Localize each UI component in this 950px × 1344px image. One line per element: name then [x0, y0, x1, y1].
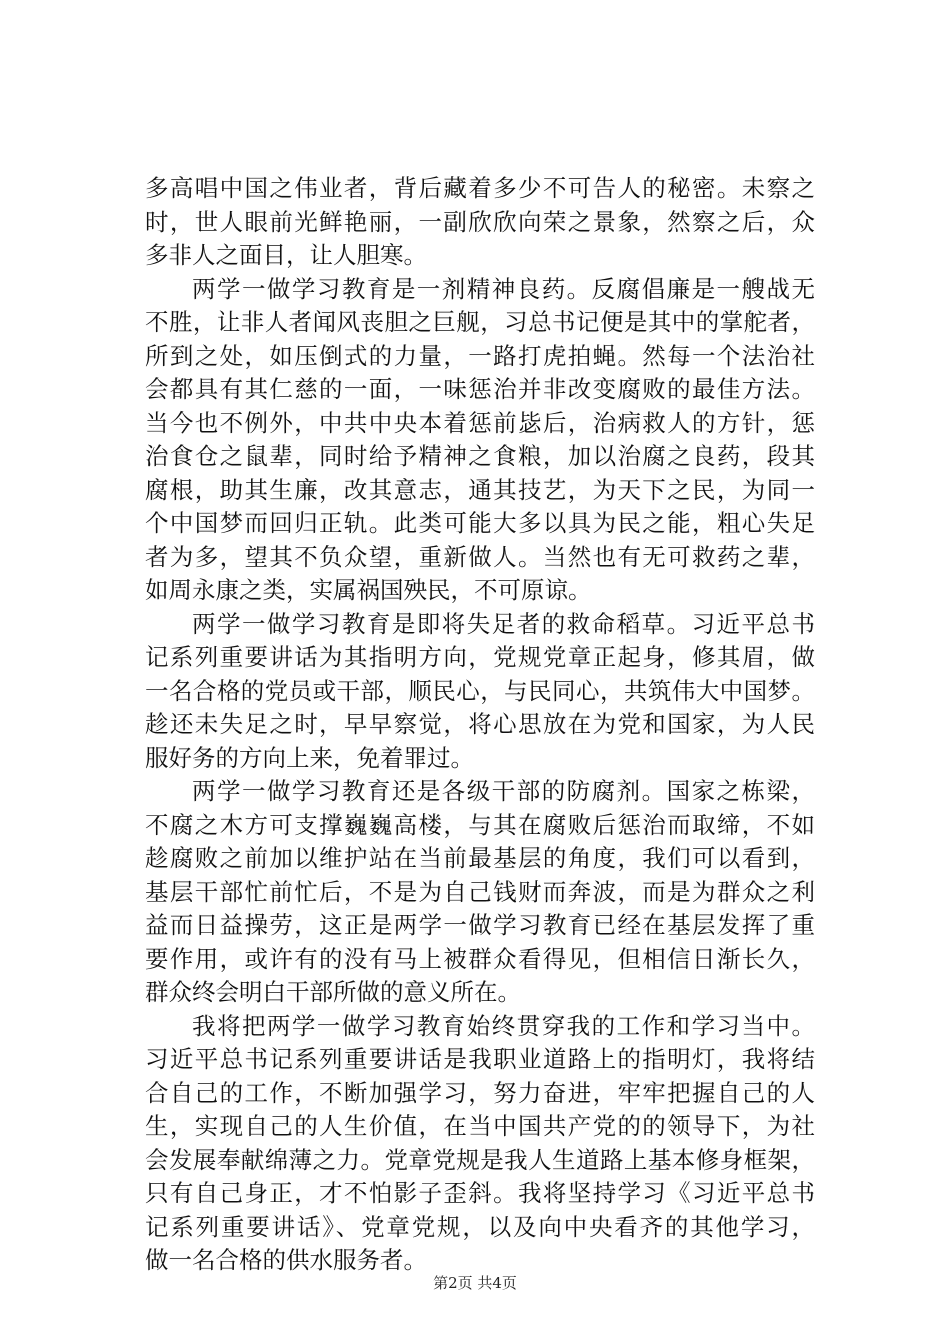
text-line: 多高唱中国之伟业者，背后藏着多少不可告人的秘密。未察之	[145, 174, 815, 202]
page-footer: 第2页 共4页	[433, 1274, 517, 1292]
paragraph	[145, 172, 815, 273]
text-line: 记系列重要讲话为其指明方向，党规党章正起身，修其眉，做	[145, 643, 815, 671]
text-line: 服好务的方向上来，免着罪过。	[145, 743, 474, 772]
text-line: 治食仓之鼠辈，同时给予精神之食粮，加以治腐之良药，段其	[145, 442, 815, 470]
text-line: 趁还未失足之时，早早察觉，将心思放在为党和国家，为人民	[145, 710, 815, 738]
paragraph	[145, 775, 815, 1010]
paragraph	[145, 608, 815, 776]
text-line: 不腐之木方可支撑巍巍高楼，与其在腐败后惩治而取缔，不如	[145, 810, 815, 839]
text-line: 不胜，让非人者闻风丧胆之巨舰，习总书记便是其中的掌舵者，	[145, 308, 815, 336]
text-line: 要作用，或许有的没有马上被群众看得见，但相信日渐长久，	[145, 944, 815, 973]
text-line: 趁腐败之前加以维护站在当前最基层的角度，我们可以看到，	[145, 844, 815, 872]
text-line: 腐根，助其生廉，改其意志，通其技艺，为天下之民，为同一	[145, 475, 815, 504]
text-line: 所到之处，如压倒式的力量，一路打虎拍蝇。然每一个法治社	[145, 341, 815, 370]
text-line: 会都具有其仁慈的一面，一味惩治并非改变腐败的最佳方法。	[145, 375, 815, 403]
text-line: 合自己的工作，不断加强学习，努力奋进，牢牢把握自己的人	[145, 1078, 815, 1107]
paragraph	[145, 273, 815, 608]
text-line: 两学一做学习教育是一剂精神良药。反腐倡廉是一艘战无	[192, 274, 815, 303]
paragraph	[145, 1010, 815, 1278]
text-line: 记系列重要讲话》、党章党规，以及向中央看齐的其他学习，	[145, 1212, 815, 1241]
text-line: 生，实现自己的人生价值，在当中国共产党的的领导下，为社	[145, 1112, 815, 1140]
text-line: 如周永康之类，实属祸国殃民，不可原谅。	[145, 576, 592, 604]
text-line: 只有自己身正，才不怕影子歪斜。我将坚持学习《习近平总书	[145, 1179, 815, 1207]
text-line: 者为多，望其不负众望，重新做人。当然也有无可救药之辈，	[145, 542, 815, 571]
text-line: 会发展奉献绵薄之力。党章党规是我人生道路上基本修身框架，	[145, 1145, 815, 1174]
text-line: 两学一做学习教育还是各级干部的防腐剂。国家之栋梁，	[192, 777, 815, 805]
text-line: 益而日益操劳，这正是两学一做学习教育已经在基层发挥了重	[145, 911, 815, 939]
text-line: 群众终会明白干部所做的意义所在。	[145, 978, 521, 1006]
text-line: 做一名合格的供水服务者。	[145, 1246, 427, 1274]
text-line: 习近平总书记系列重要讲话是我职业道路上的指明灯，我将结	[145, 1045, 815, 1073]
text-line: 两学一做学习教育是即将失足者的救命稻草。习近平总书	[192, 609, 815, 638]
text-line: 一名合格的党员或干部，顺民心，与民同心，共筑伟大中国梦。	[145, 676, 815, 705]
document-body	[145, 172, 815, 1278]
text-line: 个中国梦而回归正轨。此类可能大多以具为民之能，粗心失足	[145, 509, 815, 537]
text-line: 时，世人眼前光鲜艳丽，一副欣欣向荣之景象，然察之后，众	[145, 207, 815, 236]
text-line: 基层干部忙前忙后，不是为自己钱财而奔波，而是为群众之利	[145, 877, 815, 906]
text-line: 我将把两学一做学习教育始终贯穿我的工作和学习当中。	[192, 1011, 815, 1040]
text-line: 多非人之面目，让人胆寒。	[145, 241, 427, 269]
text-line: 当今也不例外，中共中央本着惩前毖后，治病救人的方针，惩	[145, 408, 815, 437]
